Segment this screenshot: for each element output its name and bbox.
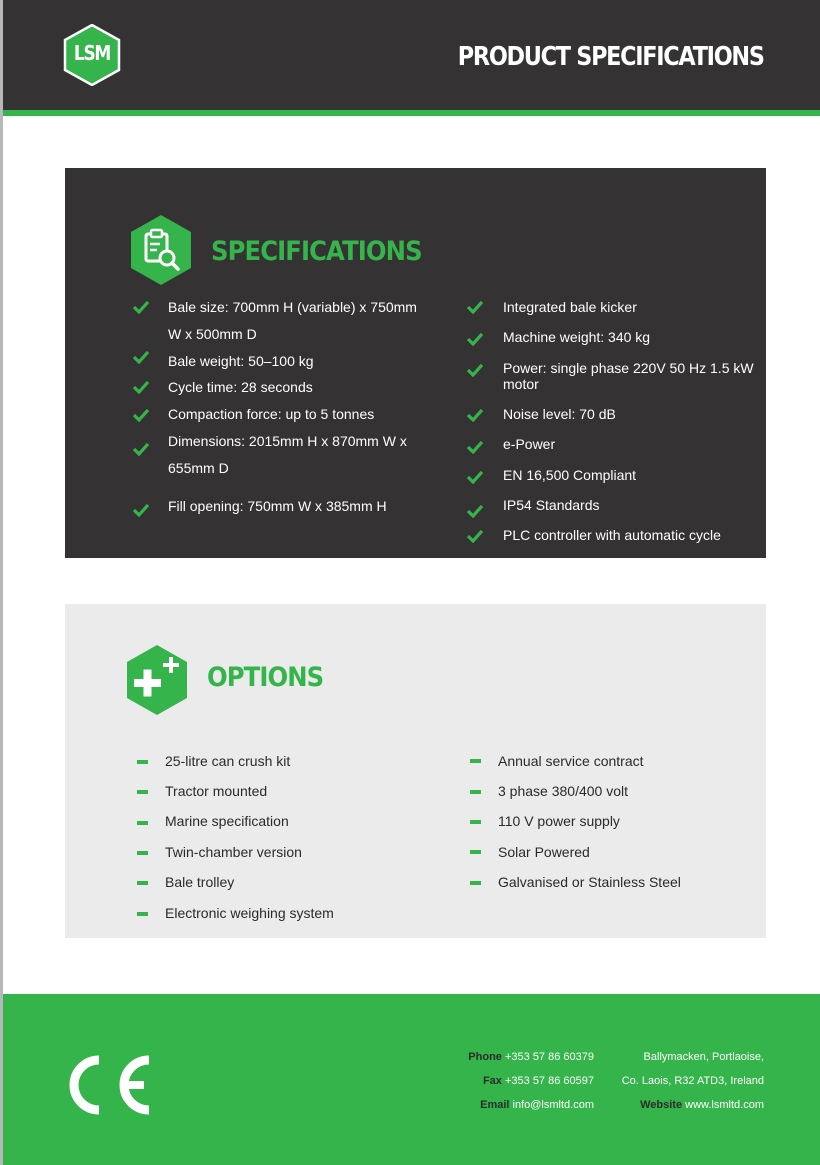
check-icon — [133, 300, 149, 314]
dash-bullet-icon — [137, 760, 148, 764]
phone-number: +353 57 86 60379 — [504, 1051, 594, 1063]
spec-item-text-cont: motor — [503, 376, 539, 392]
email-label: Email — [480, 1099, 510, 1111]
check-icon — [133, 442, 149, 456]
option-item-text: Twin-chamber version — [165, 844, 302, 860]
spec-item-text: Bale weight: 50–100 kg — [168, 353, 314, 369]
dash-bullet-icon — [137, 912, 148, 916]
spec-item-text: Noise level: 70 dB — [503, 406, 616, 422]
check-icon — [133, 350, 149, 364]
dash-bullet-icon — [137, 851, 148, 855]
option-item-text: Galvanised or Stainless Steel — [498, 874, 681, 890]
check-icon — [467, 300, 483, 314]
option-item-text: Electronic weighing system — [165, 905, 334, 921]
spec-item-text: Machine weight: 340 kg — [503, 329, 651, 345]
spec-item-text-cont: W x 500mm D — [168, 326, 257, 342]
options-panel — [65, 604, 766, 938]
dash-bullet-icon — [470, 881, 481, 885]
options-title: OPTIONS — [207, 662, 324, 693]
spec-item-text: Power: single phase 220V 50 Hz 1.5 kW — [503, 360, 754, 376]
option-item-text: Tractor mounted — [165, 783, 268, 799]
clipboard-search-icon — [129, 214, 193, 291]
option-item-text: Annual service contract — [498, 753, 644, 769]
option-item-text: Bale trolley — [165, 874, 235, 890]
lsm-logo — [63, 24, 121, 86]
ce-mark-icon — [63, 1052, 155, 1123]
check-icon — [133, 503, 149, 517]
spec-item-text: Integrated bale kicker — [503, 299, 637, 315]
plus-plus-icon — [125, 644, 189, 721]
page-edge — [0, 0, 3, 1165]
specifications-title: SPECIFICATIONS — [211, 236, 422, 267]
spec-item-text: Dimensions: 2015mm H x 870mm W x — [168, 433, 407, 449]
page-title: PRODUCT SPECIFICATIONS — [458, 42, 764, 72]
check-icon — [467, 504, 483, 518]
check-icon — [133, 408, 149, 422]
check-icon — [467, 408, 483, 422]
option-item-text: 3 phase 380/400 volt — [498, 783, 628, 799]
check-icon — [133, 380, 149, 394]
check-icon — [467, 363, 483, 377]
check-icon — [467, 529, 483, 543]
dash-bullet-icon — [137, 881, 148, 885]
email-link[interactable]: info@lsmltd.com — [512, 1099, 594, 1111]
website-label: Website — [640, 1099, 683, 1111]
fax-line — [483, 1075, 594, 1087]
option-item-text: 25-litre can crush kit — [165, 753, 291, 769]
dash-bullet-icon — [137, 821, 148, 825]
fax-number: +353 57 86 60597 — [504, 1075, 594, 1087]
phone-line — [468, 1051, 594, 1063]
address-line-2: Co. Laois, R32 ATD3, Ireland — [621, 1075, 764, 1087]
option-item-text: Marine specification — [165, 813, 289, 829]
spec-item-text: PLC controller with automatic cycle — [503, 527, 721, 543]
option-item-text: 110 V power supply — [498, 813, 620, 829]
spec-item-text: Compaction force: up to 5 tonnes — [168, 406, 375, 422]
specifications-panel — [65, 168, 766, 558]
dash-bullet-icon — [470, 820, 481, 824]
spec-item-text: EN 16,500 Compliant — [503, 467, 637, 483]
website-link[interactable]: www.lsmltd.com — [685, 1099, 764, 1111]
spec-item-text: Fill opening: 750mm W x 385mm H — [168, 498, 387, 514]
address-line-1: Ballymacken, Portlaoise, — [643, 1051, 764, 1063]
website-line — [640, 1099, 764, 1111]
logo-text: LSM — [73, 41, 111, 65]
spec-item-text: Cycle time: 28 seconds — [168, 379, 313, 395]
spec-item-text: e-Power — [503, 436, 556, 452]
spec-item-text: IP54 Standards — [503, 497, 600, 513]
fax-label: Fax — [482, 1075, 502, 1087]
check-icon — [467, 440, 483, 454]
dash-bullet-icon — [137, 790, 148, 794]
check-icon — [467, 332, 483, 346]
check-icon — [467, 470, 483, 484]
email-line — [480, 1099, 594, 1111]
dash-bullet-icon — [470, 850, 481, 854]
dash-bullet-icon — [470, 759, 481, 763]
phone-label: Phone — [468, 1051, 502, 1063]
spec-item-text-cont: 655mm D — [168, 460, 229, 476]
dash-bullet-icon — [470, 790, 481, 794]
spec-item-text: Bale size: 700mm H (variable) x 750mm — [168, 299, 417, 315]
header-green-stripe — [3, 110, 820, 116]
footer-bar — [3, 994, 820, 1165]
option-item-text: Solar Powered — [498, 844, 590, 860]
